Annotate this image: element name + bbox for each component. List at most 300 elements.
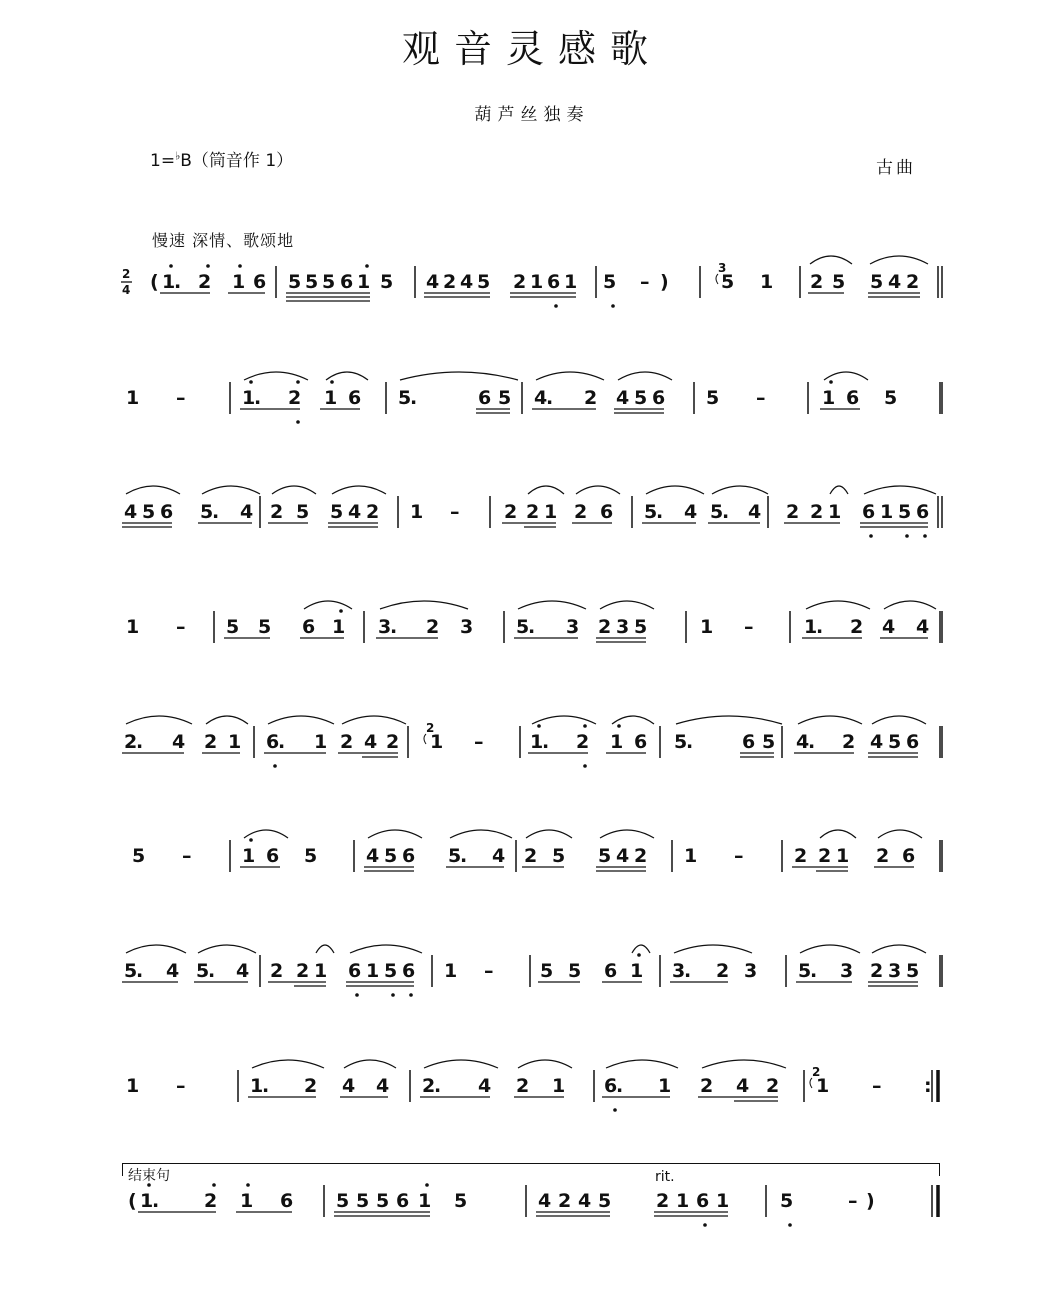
slur — [600, 830, 654, 838]
note: 2 — [842, 731, 856, 753]
augmentation-dot: . — [136, 731, 144, 753]
note: 1 — [240, 1190, 254, 1212]
slur — [344, 1060, 396, 1068]
time-signature-bottom: 4 — [122, 283, 131, 297]
note: 4 — [870, 731, 884, 753]
octave-dot-high — [206, 264, 210, 268]
grace-mark: 3 — [718, 261, 727, 275]
slur — [798, 716, 862, 724]
slur — [600, 601, 654, 609]
note: 1 — [332, 616, 346, 638]
slur — [424, 1060, 498, 1068]
page-title: 观音灵感歌 — [401, 27, 662, 71]
note: 1 — [658, 1075, 672, 1097]
note: 2 — [598, 616, 612, 638]
note: 2 — [304, 1075, 318, 1097]
score-line — [120, 1187, 945, 1227]
note: 6 — [906, 731, 920, 753]
note: 4 — [796, 731, 810, 753]
slur — [884, 601, 936, 609]
slur — [332, 486, 386, 494]
octave-dot-high — [249, 838, 253, 842]
note: 1 — [610, 731, 624, 753]
note: 6 — [396, 1190, 410, 1212]
slur — [272, 486, 316, 494]
note: 5 — [336, 1190, 350, 1212]
note: 5 — [644, 501, 658, 523]
sustain-dash: – — [640, 271, 650, 293]
grace-bracket — [424, 734, 426, 744]
note: 4 — [426, 271, 440, 293]
note: 1 — [232, 271, 246, 293]
note: 5 — [603, 271, 617, 293]
slur — [618, 372, 672, 380]
note: 3 — [378, 616, 392, 638]
note: 1 — [544, 501, 558, 523]
augmentation-dot: . — [722, 501, 730, 523]
augmentation-dot: . — [434, 1075, 442, 1097]
augmentation-dot: . — [262, 1075, 270, 1097]
ritardando-marking: rit. — [655, 1169, 675, 1185]
octave-dot-low — [583, 764, 587, 768]
note: 2 — [700, 1075, 714, 1097]
note: 5 — [305, 271, 319, 293]
note: 4 — [364, 731, 378, 753]
note: 2 — [270, 501, 284, 523]
note: 4 — [366, 845, 380, 867]
note: 5 — [200, 501, 214, 523]
score-line — [120, 613, 945, 653]
note: 5 — [598, 845, 612, 867]
note: 1 — [828, 501, 842, 523]
slur — [532, 716, 596, 724]
note: 2 — [426, 616, 440, 638]
octave-dot-low — [273, 764, 277, 768]
sustain-dash: – — [734, 845, 744, 867]
sustain-dash: – — [182, 845, 192, 867]
note: 2 — [386, 731, 400, 753]
note: 2 — [526, 501, 540, 523]
augmentation-dot: . — [542, 731, 550, 753]
note: 5 — [132, 845, 146, 867]
augmentation-dot: . — [254, 387, 262, 409]
octave-dot-low — [905, 534, 909, 538]
note: 2 — [850, 616, 864, 638]
note: 2 — [584, 387, 598, 409]
slur — [126, 486, 180, 494]
score-line-graphic — [120, 802, 950, 912]
note: 2 — [574, 501, 588, 523]
octave-dot-high — [425, 1183, 429, 1187]
note: 5 — [296, 501, 310, 523]
slur — [674, 945, 752, 953]
score-line-graphic — [120, 1032, 950, 1142]
score-line — [120, 721, 945, 768]
slur — [810, 256, 852, 264]
note: ( — [150, 271, 159, 293]
octave-dot-low — [391, 993, 395, 997]
note: 5 — [832, 271, 846, 293]
note: 2 — [656, 1190, 670, 1212]
note: 6 — [402, 960, 416, 982]
note: 2 — [906, 271, 920, 293]
note: 6 — [280, 1190, 294, 1212]
slur — [830, 486, 848, 494]
note: 3 — [744, 960, 758, 982]
octave-dot-high — [339, 609, 343, 613]
note: 5 — [288, 271, 302, 293]
slur — [702, 1060, 786, 1068]
slur — [400, 372, 518, 380]
slur — [528, 486, 564, 494]
octave-dot-high — [212, 1183, 216, 1187]
slur — [646, 486, 704, 494]
note: 2 — [288, 387, 302, 409]
augmentation-dot: . — [686, 731, 694, 753]
score-line — [120, 384, 945, 424]
note: 3 — [672, 960, 686, 982]
sustain-dash: – — [450, 501, 460, 523]
subtitle: 葫芦丝独奏 — [474, 105, 590, 125]
note: 5 — [568, 960, 582, 982]
augmentation-dot: . — [810, 960, 818, 982]
ending-label: 结束句 — [128, 1168, 170, 1184]
note: 4 — [736, 1075, 750, 1097]
note: 5 — [322, 271, 336, 293]
note: 1 — [162, 271, 176, 293]
slur — [606, 1060, 678, 1068]
slur — [244, 372, 308, 380]
note: 1 — [564, 271, 578, 293]
slur — [824, 372, 868, 380]
augmentation-dot: . — [656, 501, 664, 523]
note: 4 — [616, 845, 630, 867]
slur — [198, 945, 256, 953]
slur — [526, 830, 572, 838]
grace-bracket — [716, 274, 718, 284]
slur — [878, 830, 922, 838]
note: 1 — [552, 1075, 566, 1097]
note: 1 — [324, 387, 338, 409]
note: 1 — [530, 731, 544, 753]
slur — [536, 372, 604, 380]
note: 2 — [810, 271, 824, 293]
slur — [800, 945, 860, 953]
composer: 古曲 — [876, 158, 916, 178]
slur — [872, 716, 926, 724]
note: 6 — [547, 271, 561, 293]
note: 6 — [348, 387, 362, 409]
ending-bracket — [122, 1163, 940, 1176]
note: 1 — [126, 616, 140, 638]
note: 5 — [634, 387, 648, 409]
note: 4 — [684, 501, 698, 523]
note: 4 — [534, 387, 548, 409]
note: 5 — [376, 1190, 390, 1212]
slur — [872, 945, 926, 953]
note: 1 — [684, 845, 698, 867]
note: 6 — [478, 387, 492, 409]
note: 1 — [410, 501, 424, 523]
slur — [380, 601, 468, 609]
octave-dot-high — [537, 724, 541, 728]
note: 5 — [142, 501, 156, 523]
note: 1 — [126, 1075, 140, 1097]
slur — [202, 486, 260, 494]
slur — [244, 830, 288, 838]
slur — [632, 945, 650, 953]
note: 2 — [443, 271, 457, 293]
octave-dot-high — [637, 953, 641, 957]
slur — [806, 601, 870, 609]
note: 5 — [552, 845, 566, 867]
note: 6 — [846, 387, 860, 409]
sustain-dash: – — [872, 1075, 882, 1097]
note: ) — [866, 1190, 875, 1212]
note: 2 — [422, 1075, 436, 1097]
note: 6 — [902, 845, 916, 867]
octave-dot-low — [409, 993, 413, 997]
augmentation-dot: . — [212, 501, 220, 523]
score-line — [120, 498, 945, 538]
note: 1 — [836, 845, 850, 867]
note: 2 — [513, 271, 527, 293]
slur — [316, 945, 334, 953]
slur — [864, 486, 936, 494]
note: 5 — [762, 731, 776, 753]
octave-dot-high — [829, 380, 833, 384]
sustain-dash: – — [848, 1190, 858, 1212]
note: 6 — [402, 845, 416, 867]
note: 4 — [376, 1075, 390, 1097]
grace-mark: 2 — [426, 721, 435, 735]
score-line — [120, 1065, 945, 1112]
note: 5 — [124, 960, 138, 982]
note: 1 — [228, 731, 242, 753]
note: 2 — [296, 960, 310, 982]
augmentation-dot: . — [616, 1075, 624, 1097]
octave-dot-high — [583, 724, 587, 728]
note: 5 — [674, 731, 688, 753]
octave-dot-high — [169, 264, 173, 268]
augmentation-dot: . — [136, 960, 144, 982]
note: 1 — [530, 271, 544, 293]
note: 4 — [916, 616, 930, 638]
note: 6 — [604, 960, 618, 982]
note: 5 — [888, 731, 902, 753]
note: 6 — [266, 731, 280, 753]
augmentation-dot: . — [684, 960, 692, 982]
note: 1 — [242, 387, 256, 409]
note: 6 — [160, 501, 174, 523]
note: 6 — [862, 501, 876, 523]
note: 1 — [760, 271, 774, 293]
note: 4 — [616, 387, 630, 409]
note: 2 — [270, 960, 284, 982]
note: 5 — [380, 271, 394, 293]
note: ) — [660, 271, 669, 293]
note: ( — [128, 1190, 137, 1212]
score-line-graphic — [120, 344, 950, 454]
note: 5 — [356, 1190, 370, 1212]
octave-dot-low — [923, 534, 927, 538]
key-prefix: 1= — [150, 151, 176, 171]
note: 1 — [314, 960, 328, 982]
note: 6 — [266, 845, 280, 867]
sustain-dash: – — [176, 616, 186, 638]
score-line — [120, 842, 945, 882]
slur — [712, 486, 768, 494]
octave-dot-low — [611, 304, 615, 308]
augmentation-dot: . — [390, 616, 398, 638]
note: 6 — [253, 271, 267, 293]
augmentation-dot: . — [528, 616, 536, 638]
note: 5 — [710, 501, 724, 523]
note: 5 — [634, 616, 648, 638]
note: 6 — [340, 271, 354, 293]
note: 1 — [250, 1075, 264, 1097]
note: 5 — [454, 1190, 468, 1212]
note: 2 — [524, 845, 538, 867]
slur — [304, 601, 352, 609]
note: 4 — [240, 501, 254, 523]
note: 5 — [906, 960, 920, 982]
note: 5 — [706, 387, 720, 409]
note: 4 — [236, 960, 250, 982]
octave-dot-high — [249, 380, 253, 384]
slur — [518, 601, 586, 609]
note: 5 — [384, 845, 398, 867]
note: 5 — [780, 1190, 794, 1212]
note: 2 — [786, 501, 800, 523]
note: 2 — [198, 271, 212, 293]
note: 1 — [880, 501, 894, 523]
note: 2 — [340, 731, 354, 753]
note: 3 — [460, 616, 474, 638]
note: 1 — [430, 731, 444, 753]
grace-bracket — [810, 1078, 812, 1088]
score-line — [120, 957, 945, 997]
augmentation-dot: . — [460, 845, 468, 867]
octave-dot-low — [788, 1223, 792, 1227]
note: 5 — [798, 960, 812, 982]
slur — [820, 830, 856, 838]
slur — [326, 372, 368, 380]
note: 5 — [226, 616, 240, 638]
note: 4 — [342, 1075, 356, 1097]
note: 1 — [418, 1190, 432, 1212]
note: 2 — [504, 501, 518, 523]
note: 4 — [172, 731, 186, 753]
octave-dot-low — [703, 1223, 707, 1227]
slur — [126, 716, 192, 724]
note: 4 — [538, 1190, 552, 1212]
octave-dot-high — [246, 1183, 250, 1187]
slur — [870, 256, 928, 264]
note: 1 — [816, 1075, 830, 1097]
slur — [612, 716, 654, 724]
slur — [676, 716, 782, 724]
note: 1 — [140, 1190, 154, 1212]
augmentation-dot: . — [808, 731, 816, 753]
note: 5 — [384, 960, 398, 982]
note: 4 — [578, 1190, 592, 1212]
sustain-dash: – — [484, 960, 494, 982]
sustain-dash: – — [744, 616, 754, 638]
augmentation-dot: . — [816, 616, 824, 638]
note: 2 — [876, 845, 890, 867]
octave-dot-high — [296, 380, 300, 384]
note: 1 — [366, 960, 380, 982]
slur — [350, 945, 422, 953]
note: 2 — [516, 1075, 530, 1097]
note: 3 — [888, 960, 902, 982]
note: 1 — [357, 271, 371, 293]
note: 4 — [348, 501, 362, 523]
augmentation-dot: . — [546, 387, 554, 409]
note: 2 — [810, 501, 824, 523]
slur — [518, 1060, 572, 1068]
note: 1 — [716, 1190, 730, 1212]
note: 4 — [748, 501, 762, 523]
note: 3 — [616, 616, 630, 638]
note: 2 — [716, 960, 730, 982]
note: 1 — [444, 960, 458, 982]
sustain-dash: – — [176, 1075, 186, 1097]
note: 4 — [492, 845, 506, 867]
note: 5 — [898, 501, 912, 523]
note: 5 — [398, 387, 412, 409]
score-line-graphic — [120, 573, 950, 683]
note: 2 — [818, 845, 832, 867]
note: 5 — [516, 616, 530, 638]
note: 4 — [460, 271, 474, 293]
augmentation-dot: . — [278, 731, 286, 753]
augmentation-dot: . — [410, 387, 418, 409]
score-line-graphic — [120, 458, 950, 568]
octave-dot-low — [554, 304, 558, 308]
score-line-graphic — [120, 688, 950, 798]
note: 2 — [634, 845, 648, 867]
note: 4 — [124, 501, 138, 523]
note: 5 — [330, 501, 344, 523]
note: 1 — [126, 387, 140, 409]
note: 5 — [870, 271, 884, 293]
note: 2 — [794, 845, 808, 867]
note: 2 — [124, 731, 138, 753]
sustain-dash: – — [756, 387, 766, 409]
key-signature — [150, 146, 293, 171]
note: 5 — [721, 271, 735, 293]
note: 4 — [882, 616, 896, 638]
slur — [342, 716, 406, 724]
note: 5 — [448, 845, 462, 867]
octave-dot-high — [617, 724, 621, 728]
note: 6 — [742, 731, 756, 753]
note: 6 — [696, 1190, 710, 1212]
augmentation-dot: . — [152, 1190, 160, 1212]
note: 2 — [576, 731, 590, 753]
slur — [126, 945, 186, 953]
augmentation-dot: . — [208, 960, 216, 982]
note: 4 — [478, 1075, 492, 1097]
note: 2 — [766, 1075, 780, 1097]
note: 5 — [540, 960, 554, 982]
octave-dot-high — [365, 264, 369, 268]
note: 6 — [302, 616, 316, 638]
note: 1 — [630, 960, 644, 982]
note: 1 — [314, 731, 328, 753]
